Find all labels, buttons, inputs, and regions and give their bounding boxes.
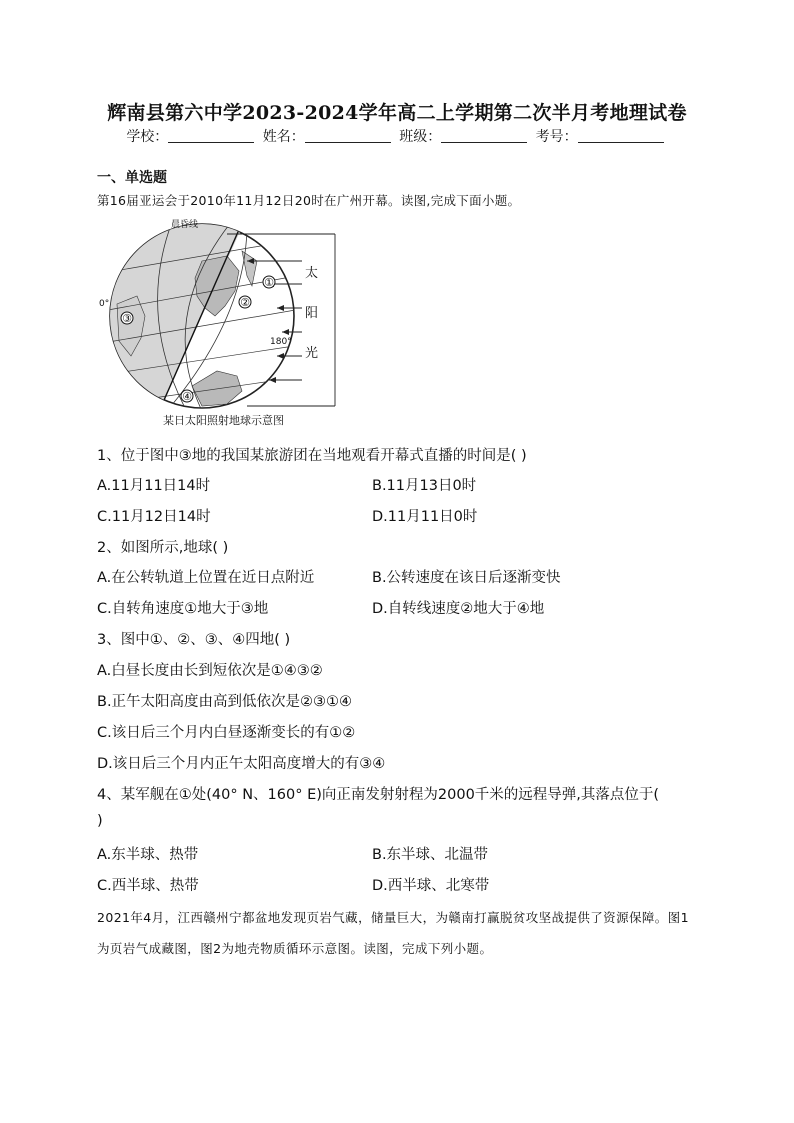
sunlight-char-3: 光 [305,346,319,361]
question-2-option-c[interactable]: C.自转角速度①地大于③地 [97,601,269,617]
sunlight-char-1: 太 [305,266,319,281]
earth-illumination-figure [97,216,347,431]
prime-meridian-label: 0° [99,299,110,309]
question-4-option-c[interactable]: C.西半球、热带 [97,878,199,894]
exam-number-label: 考号： [535,129,578,145]
school-label: 学校： [126,129,169,145]
longitude-180-label: 180° [270,337,292,347]
question-4-option-a[interactable]: A.东半球、热带 [97,847,199,863]
point-1-label: ① [264,276,274,289]
question-3-option-c[interactable]: C.该日后三个月内白昼逐渐变长的有①② [97,725,356,741]
question-1-stem: 1、位于图中③地的我国某旅游团在当地观看开幕式直播的时间是( ) [97,448,527,464]
question-1-option-d[interactable]: D.11月11日0时 [372,509,478,525]
question-2-option-a[interactable]: A.在公转轨道上位置在近日点附近 [97,570,315,586]
class-blank [441,128,527,143]
name-blank [305,128,391,143]
terminator-label: 晨昏线 [171,220,199,230]
figure-caption: 某日太阳照射地球示意图 [163,414,284,427]
school-blank [168,128,254,143]
question-1-option-b[interactable]: B.11月13日0时 [372,478,477,494]
point-4-label: ④ [182,390,192,403]
question-1-option-c[interactable]: C.11月12日14时 [97,509,211,525]
point-3-label: ③ [122,312,132,325]
class-label: 班级： [399,129,442,145]
page-title: 辉南县第六中学2023-2024学年高二上学期第二次半月考地理试卷 [107,102,687,124]
question-4-stem-continued: ) [97,813,103,829]
name-label: 姓名： [262,129,305,145]
sunlight-char-2: 阳 [305,306,319,321]
question-3-stem: 3、图中①、②、③、④四地( ) [97,632,291,648]
question-4-option-b[interactable]: B.东半球、北温带 [372,847,489,863]
point-2-label: ② [240,296,250,309]
passage-intro-1: 第16届亚运会于2010年11月12日20时在广州开幕。读图,完成下面小题。 [97,193,521,208]
passage-intro-2: 2021年4月，江西赣州宁都盆地发现页岩气藏，储量巨大，为赣南打赢脱贫攻坚战提供了资源保障。图1为页岩气成藏图，图2为地壳物质循环示意图。读图，完成下列小题。 [97,910,689,956]
question-2-option-d[interactable]: D.自转线速度②地大于④地 [372,601,545,617]
question-3-option-b[interactable]: B.正午太阳高度由高到低依次是②③①④ [97,694,353,710]
question-4-stem: 4、某军舰在①处(40° N、160° E)向正南发射射程为2000千米的远程导弹,其落点位于( [97,787,660,803]
question-4-option-d[interactable]: D.西半球、北寒带 [372,878,490,894]
question-2-option-b[interactable]: B.公转速度在该日后逐渐变快 [372,570,561,586]
question-3-option-a[interactable]: A.白昼长度由长到短依次是①④③② [97,663,323,679]
section-heading: 一、单选题 [97,170,167,186]
student-info-fields [0,126,794,146]
question-2-stem: 2、如图所示,地球( ) [97,540,229,556]
question-1-option-a[interactable]: A.11月11日14时 [97,478,211,494]
exam-number-blank [578,128,664,143]
question-3-option-d[interactable]: D.该日后三个月内正午太阳高度增大的有③④ [97,756,386,772]
